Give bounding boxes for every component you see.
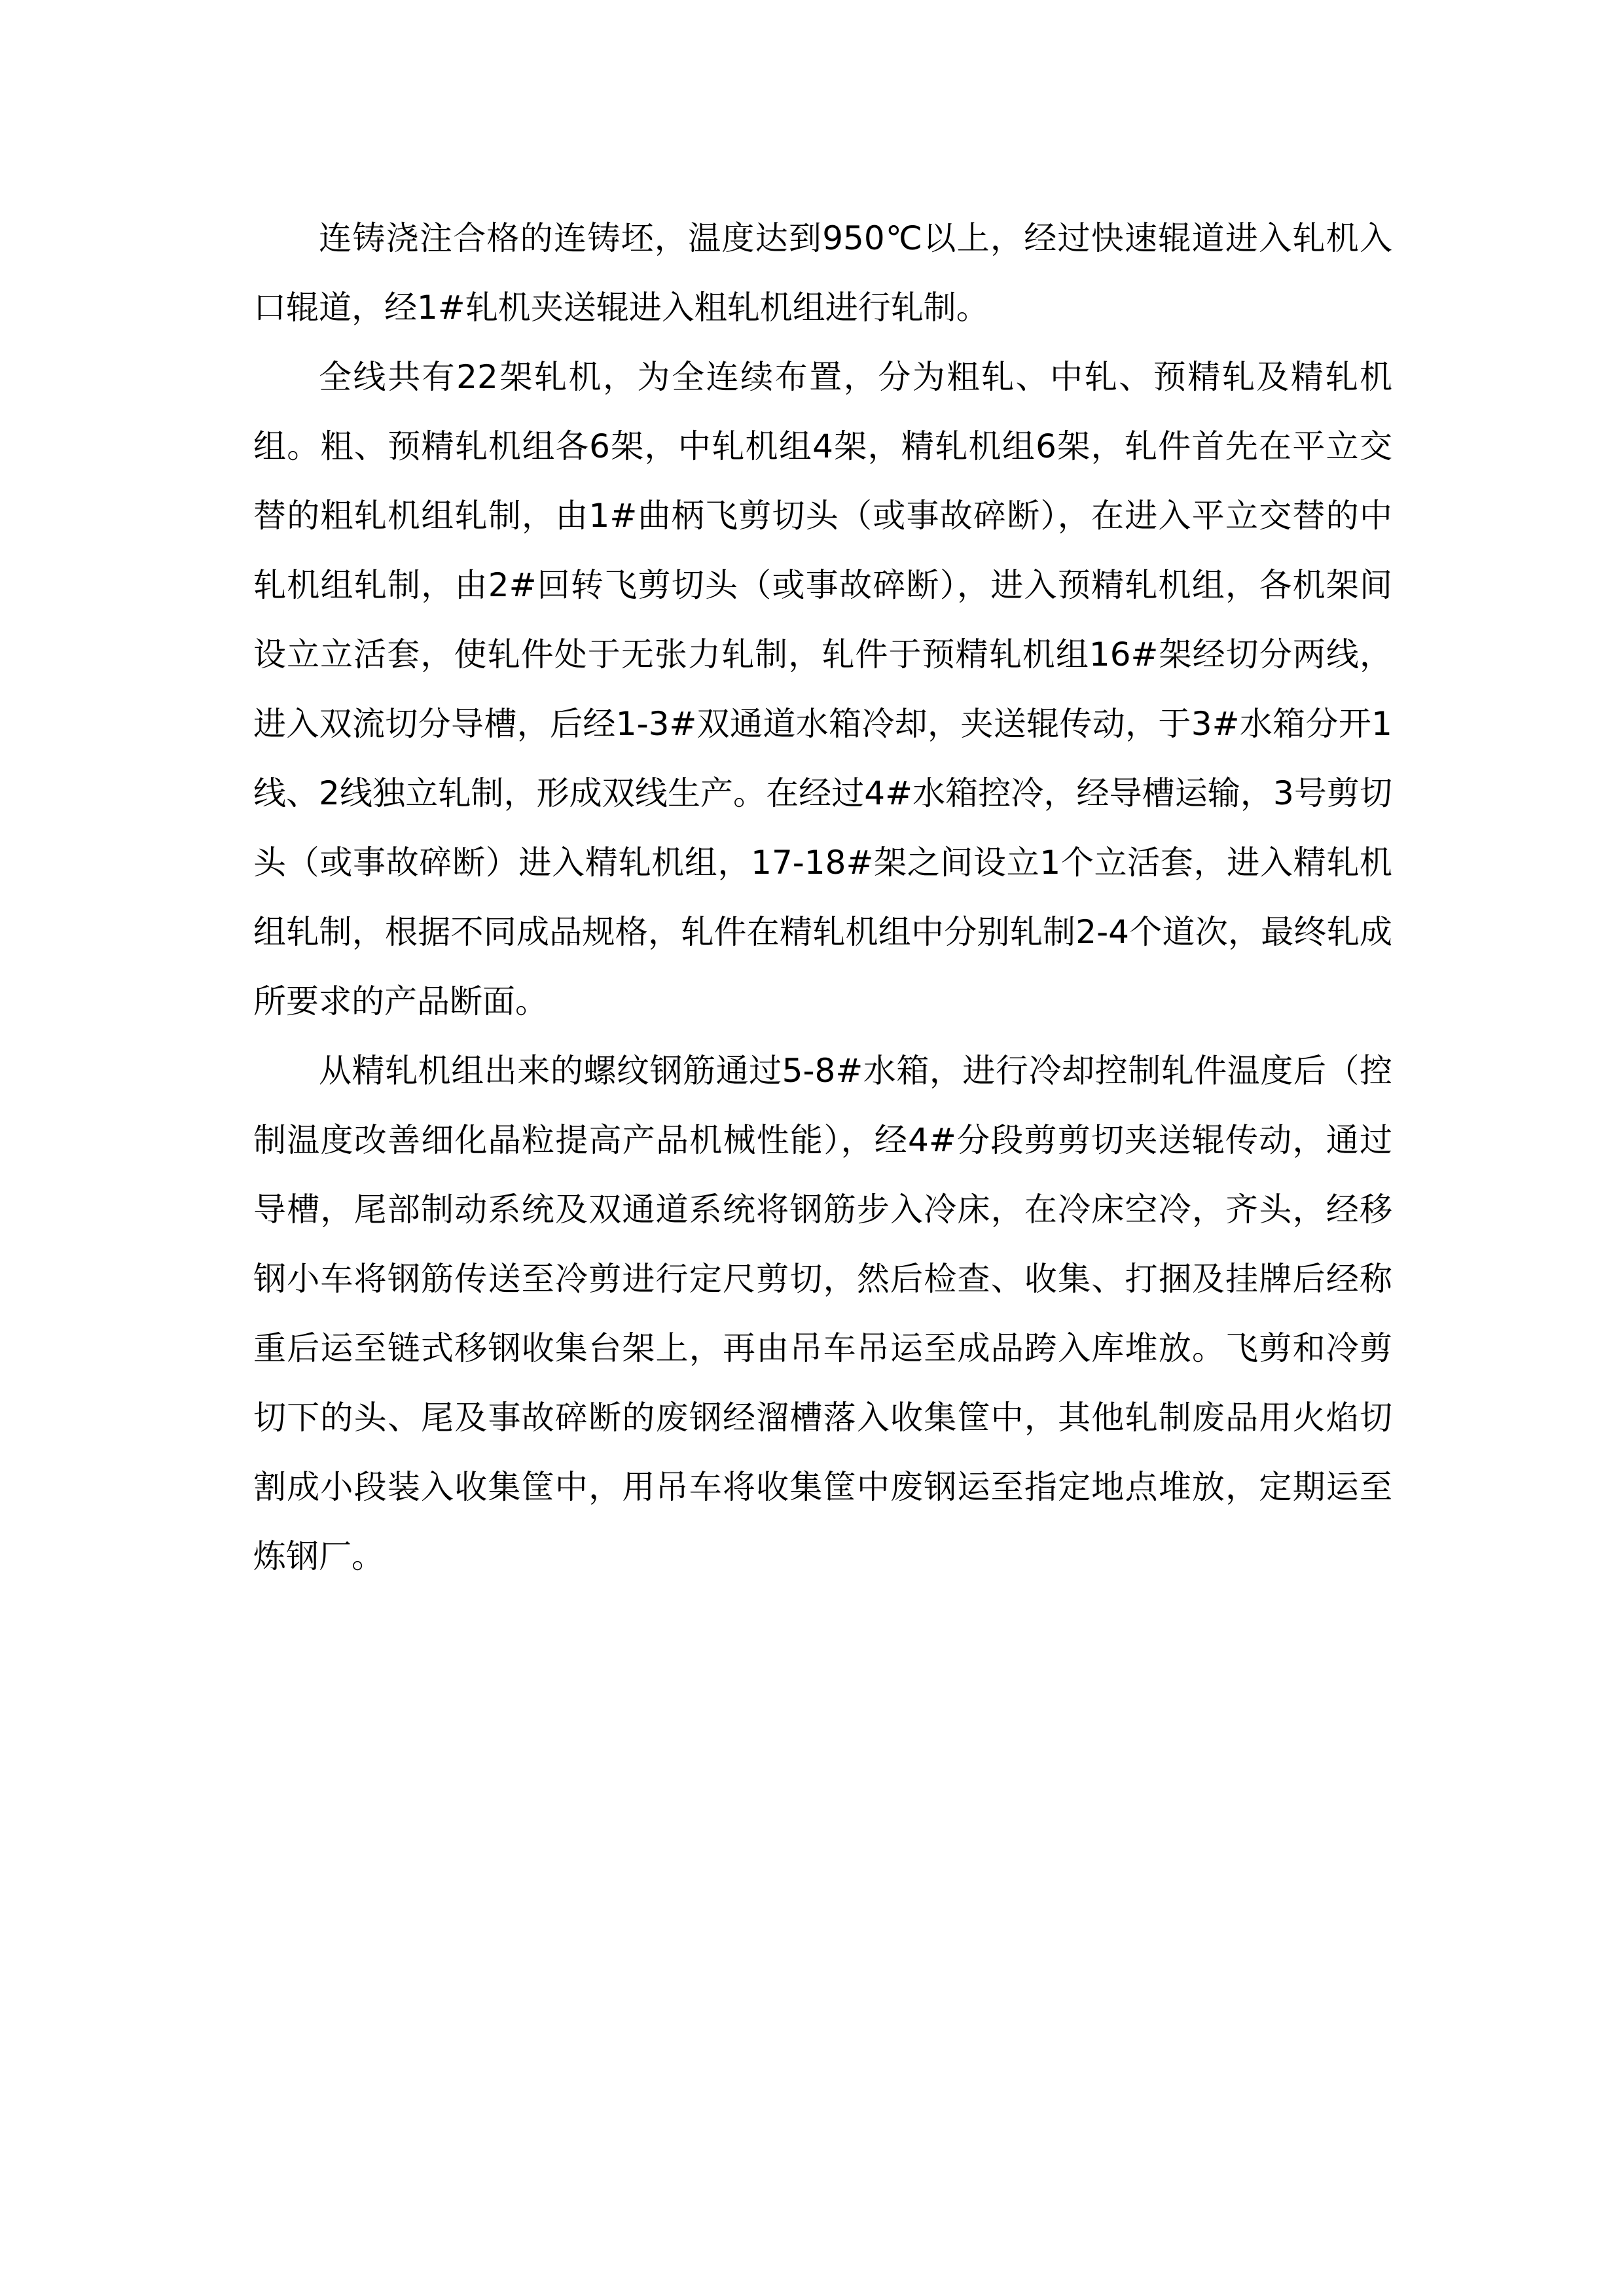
paragraph-finishing-cooling: 从精轧机组出来的螺纹钢筋通过5-8#水箱，进行冷却控制轧件温度后（控制温度改善细化晶粒提高产品机械性能），经4#分段剪剪切夹送辊传动，通过导槽，尾部制动系统及双通道系统将钢筋步入冷床，在冷床空冷，齐头，经移钢小车将钢筋传送至冷剪进行定尺剪切，然后检查、收集、打捆及挂牌后经称重后运至链式移钢收集台架上，再由吊车吊运至成品跨入库堆放。飞剪和冷剪切下的头、尾及事故碎断的废钢经溜槽落入收集筐中，其他轧制废品用火焰切割成小段装入收集筐中，用吊车将收集筐中废钢运至指定地点堆放，定期运至炼钢厂。 <box>253 1052 1392 1575</box>
paragraph-rolling-mills: 全线共有22架轧机，为全连续布置，分为粗轧、中轧、预精轧及精轧机组。粗、预精轧机组各6架，中轧机组4架，精轧机组6架，轧件首先在平立交替的粗轧机组轧制，由1#曲柄飞剪切头（或事故碎断），在进入平立交替的中轧机组轧制，由2#回转飞剪切头（或事故碎断），进入预精轧机组，各机架间设立立活套，使轧件处于无张力轧制，轧件于预精轧机组16#架经切分两线，进入双流切分导槽，后经1-3#双通道水箱冷却，夹送辊传动，于3#水箱分开1线、2线独立轧制，形成双线生产。在经过4#水箱控冷，经导槽运输，3号剪切头（或事故碎断）进入精轧机组，17-18#架之间设立1个立活套，进入精轧机组轧制，根据不同成品规格，轧件在精轧机组中分别轧制2-4个道次，最终轧成所要求的产品断面。 <box>253 358 1392 1020</box>
paragraph-process-intro: 连铸浇注合格的连铸坯，温度达到950℃以上，经过快速辊道进入轧机入口辊道，经1#轧机夹送辊进入粗轧机组进行轧制。 <box>253 219 1392 327</box>
document-body <box>253 204 1392 1591</box>
